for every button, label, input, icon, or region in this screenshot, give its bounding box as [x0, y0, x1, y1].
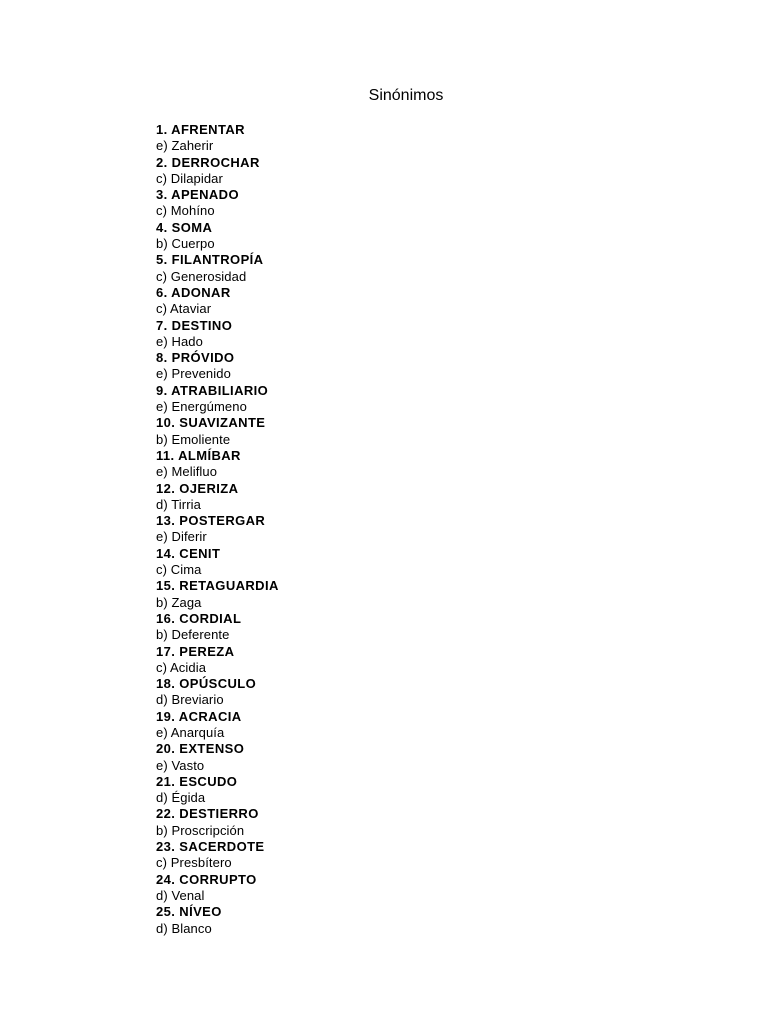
synonym-answer: e) Diferir [156, 529, 207, 545]
synonym-word: 16. CORDIAL [156, 610, 242, 626]
synonym-word: 23. SACERDOTE [156, 839, 265, 855]
synonym-answer: d) Venal [156, 887, 205, 903]
synonym-answer: e) Prevenido [156, 366, 231, 382]
synonym-answer: c) Presbítero [156, 855, 232, 871]
synonym-word: 3. APENADO [156, 187, 239, 203]
synonym-answer: b) Zaga [156, 594, 202, 610]
synonym-answer: c) Ataviar [156, 301, 212, 317]
synonym-answer: d) Tirria [156, 496, 201, 512]
synonym-word: 21. ESCUDO [156, 773, 238, 789]
synonym-word: 11. ALMÍBAR [156, 447, 241, 463]
synonym-word: 20. EXTENSO [156, 741, 245, 757]
synonym-word: 1. AFRENTAR [156, 122, 245, 137]
synonym-word: 25. NÍVEO [156, 904, 222, 920]
synonym-word: 15. RETAGUARDIA [156, 578, 279, 594]
synonym-word: 2. DERROCHAR [156, 154, 260, 170]
synonym-word: 24. CORRUPTO [156, 871, 257, 887]
synonym-word: 17. PEREZA [156, 643, 235, 659]
synonym-answer: c) Dilapidar [156, 170, 223, 186]
synonym-answer: b) Deferente [156, 627, 230, 643]
synonym-word: 6. ADONAR [156, 284, 231, 300]
document-title: Sinónimos [368, 87, 444, 104]
synonym-word: 19. ACRACIA [156, 708, 242, 724]
synonym-answer: b) Cuerpo [156, 236, 215, 252]
synonym-word: 9. ATRABILIARIO [156, 382, 269, 398]
synonym-word: 4. SOMA [156, 219, 213, 235]
synonym-answer: b) Proscripción [156, 822, 245, 838]
synonym-answer: c) Generosidad [156, 268, 247, 284]
synonym-word: 10. SUAVIZANTE [156, 415, 266, 431]
synonym-answer: c) Mohíno [156, 203, 215, 219]
synonym-answer: c) Acidia [156, 659, 207, 675]
synonym-answer: e) Vasto [156, 757, 205, 773]
synonym-answer: e) Melifluo [156, 464, 218, 480]
synonym-word: 12. OJERIZA [156, 480, 239, 496]
synonym-answer: e) Anarquía [156, 724, 225, 740]
synonym-answer: d) Blanco [156, 920, 212, 936]
synonym-list [156, 122, 576, 937]
synonym-word: 14. CENIT [156, 545, 221, 561]
synonym-word: 7. DESTINO [156, 317, 233, 333]
synonym-word: 5. FILANTROPÍA [156, 252, 264, 268]
synonym-answer: d) Breviario [156, 692, 224, 708]
synonym-word: 22. DESTIERRO [156, 806, 259, 822]
synonym-answer: e) Zaherir [156, 138, 214, 154]
synonym-word: 13. POSTERGAR [156, 513, 266, 529]
synonym-answer: b) Emoliente [156, 431, 231, 447]
synonym-answer: e) Energúmeno [156, 399, 247, 415]
synonym-word: 8. PRÓVIDO [156, 350, 235, 366]
synonym-word: 18. OPÚSCULO [156, 676, 257, 692]
synonym-answer: c) Cima [156, 562, 202, 578]
synonym-answer: d) Égida [156, 790, 206, 806]
synonym-answer: e) Hado [156, 333, 203, 349]
